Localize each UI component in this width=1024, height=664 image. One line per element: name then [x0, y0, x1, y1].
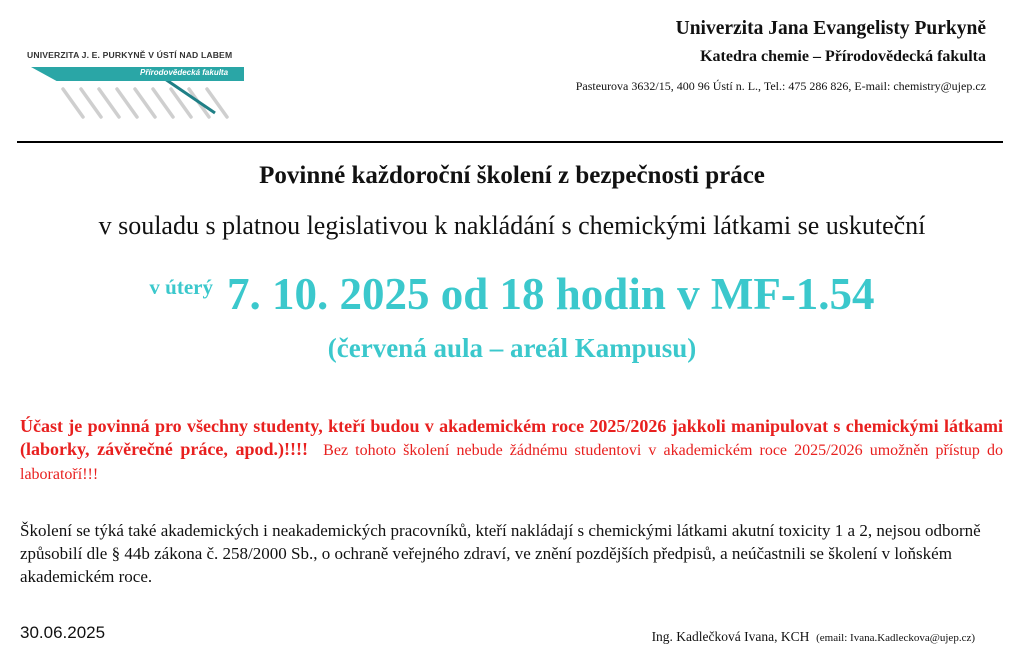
event-date-time-room: 7. 10. 2025 od 18 hodin v MF-1.54: [227, 269, 875, 319]
staff-info-paragraph: Školení se týká také akademických i neakademických pracovníků, kteří nakládají s chemickými látkami akutní toxicity 1 a 2, nejsou odborně způsobilí dle § 44b zákona č. 258/2000 Sb., o ochraně veřejného zdraví, ve znění pozdějších předpisů, a neúčastnili se školení v loňském akademickém roce.: [20, 521, 981, 586]
event-place: (červená aula – areál Kampusu): [327, 333, 697, 363]
mandatory-attendance-warning: [20, 415, 1003, 486]
notice-subtitle: v souladu s platnou legislativou k nakládání s chemickými látkami se uskuteční: [98, 211, 926, 240]
contact-line: Pasteurova 3632/15, 400 96 Ústí n. L., Tel.: 475 286 826, E-mail: chemistry@ujep.cz: [575, 79, 986, 93]
university-name: Univerzita Jana Evangelisty Purkyně: [675, 18, 986, 39]
signature-email: (email: Ivana.Kadleckova@ujep.cz): [816, 632, 975, 644]
signature: [652, 629, 975, 645]
warning-text: Bez tohoto školení nebude žádnému studentovi v akademickém roce 2025/2026 umožněn přístup do laboratoří!!!: [20, 442, 1004, 483]
university-logo: [25, 43, 255, 125]
signature-name: Ing. Kadlečková Ivana, KCH: [651, 629, 810, 644]
event-day: v úterý: [149, 275, 213, 300]
document-date: 30.06.2025: [20, 623, 106, 642]
logo-faculty-name: Přírodovědecká fakulta: [140, 68, 229, 77]
event-datetime: [0, 268, 1024, 320]
warning-bold-text: Účast je povinná pro všechny studenty, kteří budou v akademickém roce 2025/2026 jakkoli manipulovat s chemickými látkami (laborky, závěrečné práce, apod.)!!!!: [20, 416, 1003, 459]
header-divider: [17, 141, 1003, 143]
logo-university-name: UNIVERZITA J. E. PURKYNĚ V ÚSTÍ NAD LABEM: [27, 50, 233, 60]
department-name: Katedra chemie – Přírodovědecká fakulta: [700, 48, 986, 65]
notice-title: Povinné každoroční školení z bezpečnosti práce: [259, 162, 765, 189]
